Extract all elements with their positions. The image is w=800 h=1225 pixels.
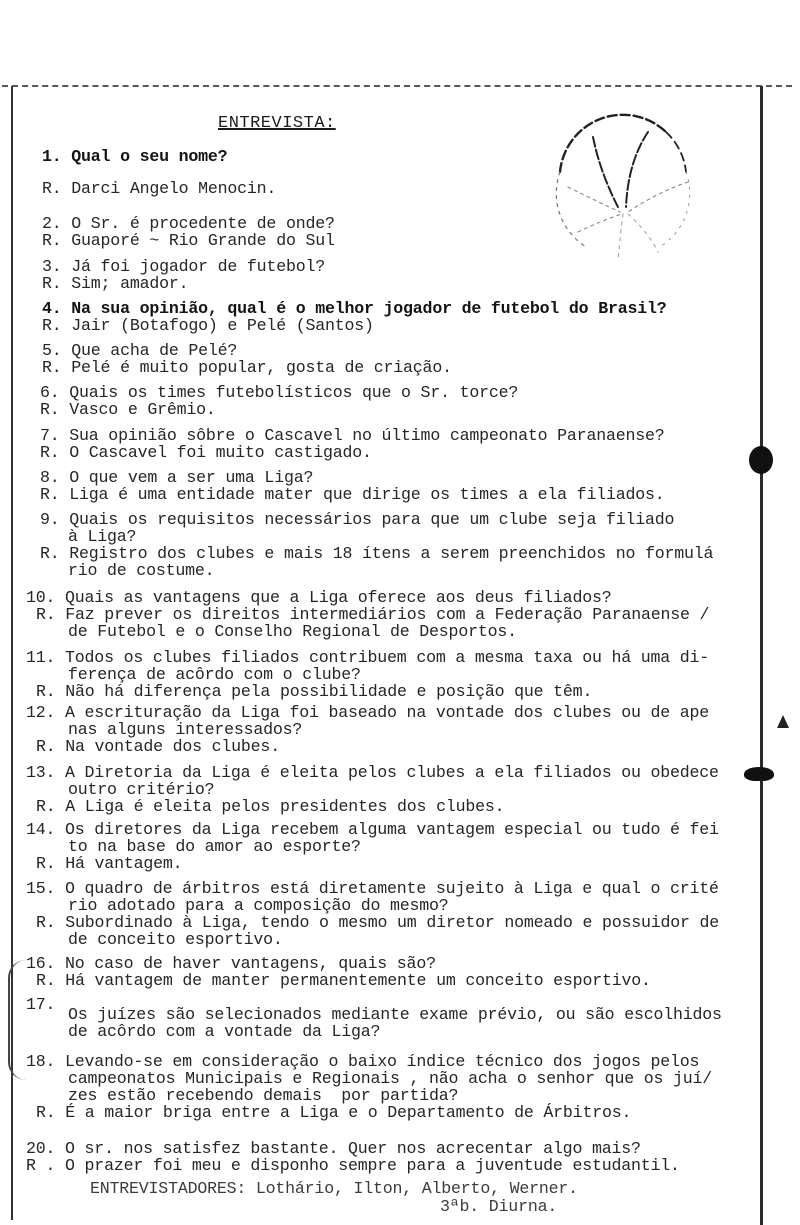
answer-15-cont: de conceito esportivo. <box>68 930 283 949</box>
answer-11: R. Não há diferença pela possibilidade e posição que têm. <box>36 682 593 701</box>
answer-10: R. Faz prever os direitos intermediários com a Federação Paranaense / <box>36 605 710 624</box>
answer-12: R. Na vontade dos clubes. <box>36 737 280 756</box>
question-11-cont: ferença de acôrdo com o clube? <box>68 665 361 684</box>
answer-5: R. Pelé é muito popular, gosta de criação. <box>42 358 452 377</box>
answer-15: R. Subordinado à Liga, tendo o mesmo um diretor nomeado e possuidor de <box>36 913 720 932</box>
answer-20: R . O prazer foi meu e disponho sempre para a juventude estudantil. <box>26 1156 680 1175</box>
question-4: 4. Na sua opinião, qual é o melhor jogador de futebol do Brasil? <box>42 299 667 318</box>
ink-blot <box>744 767 774 781</box>
question-17-number: 17. <box>26 995 56 1014</box>
question-9: 9. Quais os requisitos necessários para que um clube seja filiado <box>40 510 675 529</box>
question-18-cont: campeonatos Municipais e Regionais , não acha o senhor que os juí/ <box>68 1069 713 1088</box>
answer-4: R. Jair (Botafogo) e Pelé (Santos) <box>42 316 374 335</box>
answer-8: R. Liga é uma entidade mater que dirige os times a ela filiados. <box>40 485 665 504</box>
question-13-cont: outro critério? <box>68 780 215 799</box>
question-17: Os juízes são selecionados mediante exame prévio, ou são escolhidos <box>68 1005 722 1024</box>
document-title: ENTREVISTA: <box>218 114 336 133</box>
question-18-cont-2: zes estão recebendo demais por partida? <box>68 1086 459 1105</box>
answer-9: R. Registro dos clubes e mais 18 ítens a serem preenchidos no formulá <box>40 544 714 563</box>
interviewers-line: ENTREVISTADORES: Lothário, Ilton, Alberto, Werner. <box>90 1179 578 1198</box>
ink-blot <box>749 446 773 474</box>
question-15-cont: rio adotado para a composição do mesmo? <box>68 896 449 915</box>
answer-9-cont: rio de costume. <box>68 561 215 580</box>
question-12: 12. A escrituração da Liga foi baseado na vontade dos clubes ou de ape <box>26 703 710 722</box>
question-1: 1. Qual o seu nome? <box>42 147 228 166</box>
answer-3: R. Sim; amador. <box>42 274 189 293</box>
question-12-cont: nas alguns interessados? <box>68 720 303 739</box>
question-18: 18. Levando-se em consideração o baixo índice técnico dos jogos pelos <box>26 1052 700 1071</box>
class-line: 3ªb. Diurna. <box>440 1197 558 1216</box>
question-7: 7. Sua opinião sôbre o Cascavel no último campeonato Paranaense? <box>40 426 665 445</box>
page-top-edge <box>2 85 792 87</box>
question-3: 3. Já foi jogador de futebol? <box>42 257 325 276</box>
answer-13: R. A Liga é eleita pelos presidentes dos clubes. <box>36 797 505 816</box>
answer-2: R. Guaporé ~ Rio Grande do Sul <box>42 231 335 250</box>
answer-6: R. Vasco e Grêmio. <box>40 400 216 419</box>
question-16: 16. No caso de haver vantagens, quais são? <box>26 954 436 973</box>
question-13: 13. A Diretoria da Liga é eleita pelos clubes a ela filiados ou obedece <box>26 763 719 782</box>
question-2: 2. O Sr. é procedente de onde? <box>42 214 335 233</box>
question-8: 8. O que vem a ser uma Liga? <box>40 468 314 487</box>
question-9-cont: à Liga? <box>68 527 137 546</box>
question-6: 6. Quais os times futebolísticos que o Sr. torce? <box>40 383 519 402</box>
question-20: 20. O sr. nos satisfez bastante. Quer nos acrecentar algo mais? <box>26 1139 641 1158</box>
answer-10-cont: de Futebol e o Conselho Regional de Desportos. <box>68 622 517 641</box>
soccer-ball-icon <box>548 112 698 262</box>
answer-1: R. Darci Angelo Menocin. <box>42 179 277 198</box>
question-5: 5. Que acha de Pelé? <box>42 341 238 360</box>
answer-16: R. Há vantagem de manter permanentemente um conceito esportivo. <box>36 971 651 990</box>
ink-mark <box>777 715 789 728</box>
answer-18: R. É a maior briga entre a Liga e o Departamento de Árbitros. <box>36 1103 632 1122</box>
question-10: 10. Quais as vantagens que a Liga oferece aos deus filiados? <box>26 588 612 607</box>
question-14-cont: to na base do amor ao esporte? <box>68 837 361 856</box>
question-11: 11. Todos os clubes filiados contribuem com a mesma taxa ou há uma di- <box>26 648 710 667</box>
question-17-cont: de acôrdo com a vontade da Liga? <box>68 1022 381 1041</box>
question-14: 14. Os diretores da Liga recebem alguma vantagem especial ou tudo é fei <box>26 820 719 839</box>
answer-14: R. Há vantagem. <box>36 854 183 873</box>
answer-7: R. O Cascavel foi muito castigado. <box>40 443 372 462</box>
frame-right-border <box>760 86 763 1225</box>
question-15: 15. O quadro de árbitros está diretamente sujeito à Liga e qual o crité <box>26 879 719 898</box>
